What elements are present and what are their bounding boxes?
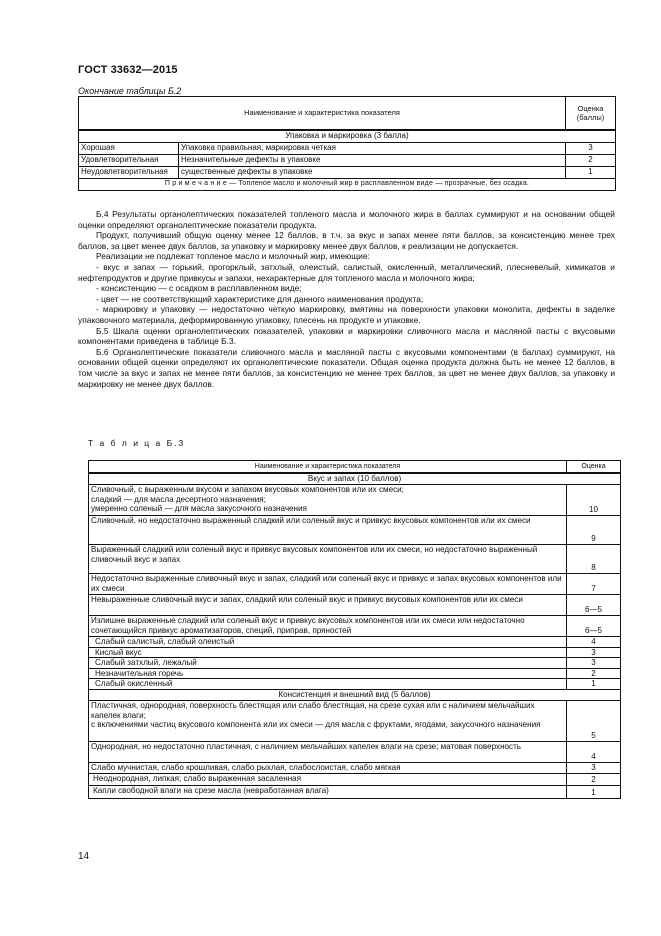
- table-row: [89, 647, 621, 658]
- table-row: [89, 637, 621, 648]
- table-row: [89, 574, 621, 595]
- table1-col-score: Оценка (баллы): [566, 97, 616, 131]
- desc-cell: Незначительные дефекты в упаковке: [179, 155, 566, 167]
- table-row: [89, 545, 621, 574]
- score-cell: 6—5: [567, 616, 621, 637]
- desc-cell: Упаковка правильная, маркировка четкая: [179, 143, 566, 155]
- table-row: [89, 785, 621, 798]
- table-b3: [88, 460, 621, 799]
- score-cell: 7: [567, 574, 621, 595]
- paragraph-b4: Б.4 Результаты органолептических показателей топленого масла и молочного жира в баллах суммируют и на основании общей оценки определяют органолептические показатели продукта.: [78, 209, 615, 230]
- indicator-cell: Незначительная горечь: [89, 668, 567, 679]
- paragraph-b6: Б.6 Органолептические показатели сливочного масла и масляной пасты с вкусовыми компонентами (в баллах) суммируют, на основании общей оценки определяют их органолептические показатели. Общая оценка продукта должна быть не менее 12 баллов, в том числе за вкус и запах не менее пяти баллов, за консистенцию не менее трех баллов, за цвет не менее двух баллов, за упаковку и маркировку не менее двух баллов.: [78, 346, 615, 389]
- paragraph: - вкус и запах — горький, прогорклый, затхлый, олеистый, салистый, окисленный, металлический, плесневелый, химикатов и нефтепродуктов и другие привкусы и запахи, нехарактерные для топленого масла и молочного жира;: [78, 261, 615, 283]
- indicator-cell: Слабый окисленный: [89, 679, 567, 690]
- table1-section: Упаковка и маркировка (3 балла): [79, 130, 616, 143]
- table-row: [89, 668, 621, 679]
- table-row: [89, 773, 621, 785]
- paragraph: - цвет — не соответствующий характеристике для данного наименования продукта;: [96, 293, 424, 304]
- score-cell: 1: [567, 785, 621, 798]
- indicator-cell: Кислый вкус: [89, 647, 567, 658]
- table-row: [89, 700, 621, 741]
- desc-cell: существенные дефекты в упаковке: [179, 167, 566, 179]
- body-text: [78, 209, 615, 389]
- score-cell: 3: [566, 143, 616, 155]
- indicator-cell: Однородная, но недостаточно пластичная, с наличием мельчайших капелек влаги на срезе; матовая поверхность: [89, 741, 567, 762]
- table-row: [89, 741, 621, 762]
- score-cell: 1: [566, 167, 616, 179]
- score-cell: 2: [567, 668, 621, 679]
- table1-note: [79, 179, 616, 191]
- section-texture: Консистенция и внешний вид (5 баллов): [89, 689, 621, 700]
- table1-caption: Окончание таблицы Б.2: [78, 86, 182, 96]
- table-row: [89, 658, 621, 669]
- score-cell: 1: [567, 679, 621, 690]
- indicator-cell: Капли свободной влаги на срезе масла (невработанная влага): [89, 785, 567, 798]
- note-text: — Топленое масло и молочный жир в расплавленном виде — прозрачные, без осадка.: [226, 180, 530, 187]
- indicator-cell: Недостаточно выраженные сливочный вкус и запах, сладкий или соленый вкус и привкус и запах вкусовых компонентов или их смеси: [89, 574, 567, 595]
- paragraph: - консистенцию — с осадком в расплавленном виде;: [96, 283, 302, 294]
- score-cell: 2: [566, 155, 616, 167]
- table-row: [79, 167, 616, 179]
- paragraph: Реализации не подлежат топленое масло и молочный жир, имеющие:: [96, 251, 370, 262]
- paragraph: - маркировку и упаковку — недостаточно четкую маркировку, вмятины на поверхности упаковки монолита, дефекты в заделке упаковочного материала, деформированную упаковку, плесень на продукте и упаковке.: [78, 304, 615, 325]
- indicator-cell: Пластичная, однородная, поверхность блестящая или слабо блестящая, на срезе сухая или с наличием мельчайших капелек влаги; с включениями частиц вкусового компонента или их смеси — для масла с фруктами, ягодами, закусочного назначения: [89, 700, 567, 741]
- indicator-cell: Слабый салистый, слабый олеистый: [89, 637, 567, 648]
- indicator-cell: Выраженный сладкий или соленый вкус и привкус вкусовых компонентов или их смеси, но недостаточно выраженный сливочный вкус и запах: [89, 545, 567, 574]
- score-cell: 6—5: [567, 595, 621, 616]
- table1-col-name: Наименование и характеристика показателя: [79, 97, 566, 131]
- score-cell: 4: [567, 741, 621, 762]
- indicator-cell: Слабый затхлый, лежалый: [89, 658, 567, 669]
- score-cell: 8: [567, 545, 621, 574]
- indicator-cell: Неоднородная, липкая; слабо выраженная засаленная: [89, 773, 567, 785]
- indicator-cell: Сливочный, но недостаточно выраженный сладкий или соленый вкус и привкус вкусовых компонентов или их смеси: [89, 516, 567, 545]
- paragraph-b5: Б.5 Шкала оценки органолептических показателей, упаковки и маркировки сливочного масла и масляной пасты с вкусовыми компонентами приведена в таблице Б.3.: [78, 325, 615, 347]
- paragraph: Продукт, получивший общую оценку менее 12 баллов, в т.ч. за вкус и запах менее пяти баллов, за консистенцию менее трех баллов, за цвет менее двух баллов, за упаковку и маркировку менее двух баллов, к реализации не допускается.: [78, 230, 615, 251]
- table2-col-name: Наименование и характеристика показателя: [89, 461, 567, 474]
- score-cell: 10: [567, 485, 621, 516]
- table-row: [89, 679, 621, 690]
- indicator-cell: Излишне выраженные сладкий или соленый вкус и привкус вкусовых компонентов или их смеси или недостаточно сочетающийся привкус ароматизаторов, специй, приправ, пряностей: [89, 616, 567, 637]
- standard-header: ГОСТ 33632—2015: [78, 64, 178, 76]
- indicator-cell: Невыраженные сливочный вкус и запах, сладкий или соленый вкус и привкус вкусовых компонентов или их смеси: [89, 595, 567, 616]
- grade-cell: Хорошая: [79, 143, 179, 155]
- table-row: [89, 762, 621, 773]
- indicator-cell: Сливочный, с выраженным вкусом и запахом вкусовых компонентов или их смеси; сладкий — для масла десертного назначения; умеренно соленый — для масла закусочного назначения: [89, 485, 567, 516]
- grade-cell: Неудовлетворительная: [79, 167, 179, 179]
- table2-col-score: Оценка: [567, 461, 621, 474]
- table-row: [89, 485, 621, 516]
- table-row: [79, 143, 616, 155]
- table-row: [89, 616, 621, 637]
- score-cell: 3: [567, 762, 621, 773]
- table-row: [89, 595, 621, 616]
- table-row: [89, 516, 621, 545]
- score-cell: 5: [567, 700, 621, 741]
- grade-cell: Удовлетворительная: [79, 155, 179, 167]
- table-b2-end: [78, 96, 616, 191]
- score-cell: 4: [567, 637, 621, 648]
- section-taste: Вкус и запах (10 баллов): [89, 473, 621, 485]
- table-row: [79, 155, 616, 167]
- score-cell: 3: [567, 647, 621, 658]
- table2-caption: Т а б л и ц а Б.3: [88, 438, 186, 448]
- score-cell: 3: [567, 658, 621, 669]
- indicator-cell: Слабо мучнистая, слабо крошливая, слабо рыхлая, слабослоистая, слабо мягкая: [89, 762, 567, 773]
- score-cell: 2: [567, 773, 621, 785]
- page-number: 14: [78, 851, 90, 862]
- note-label: П р и м е ч а н и е: [164, 180, 227, 187]
- score-cell: 9: [567, 516, 621, 545]
